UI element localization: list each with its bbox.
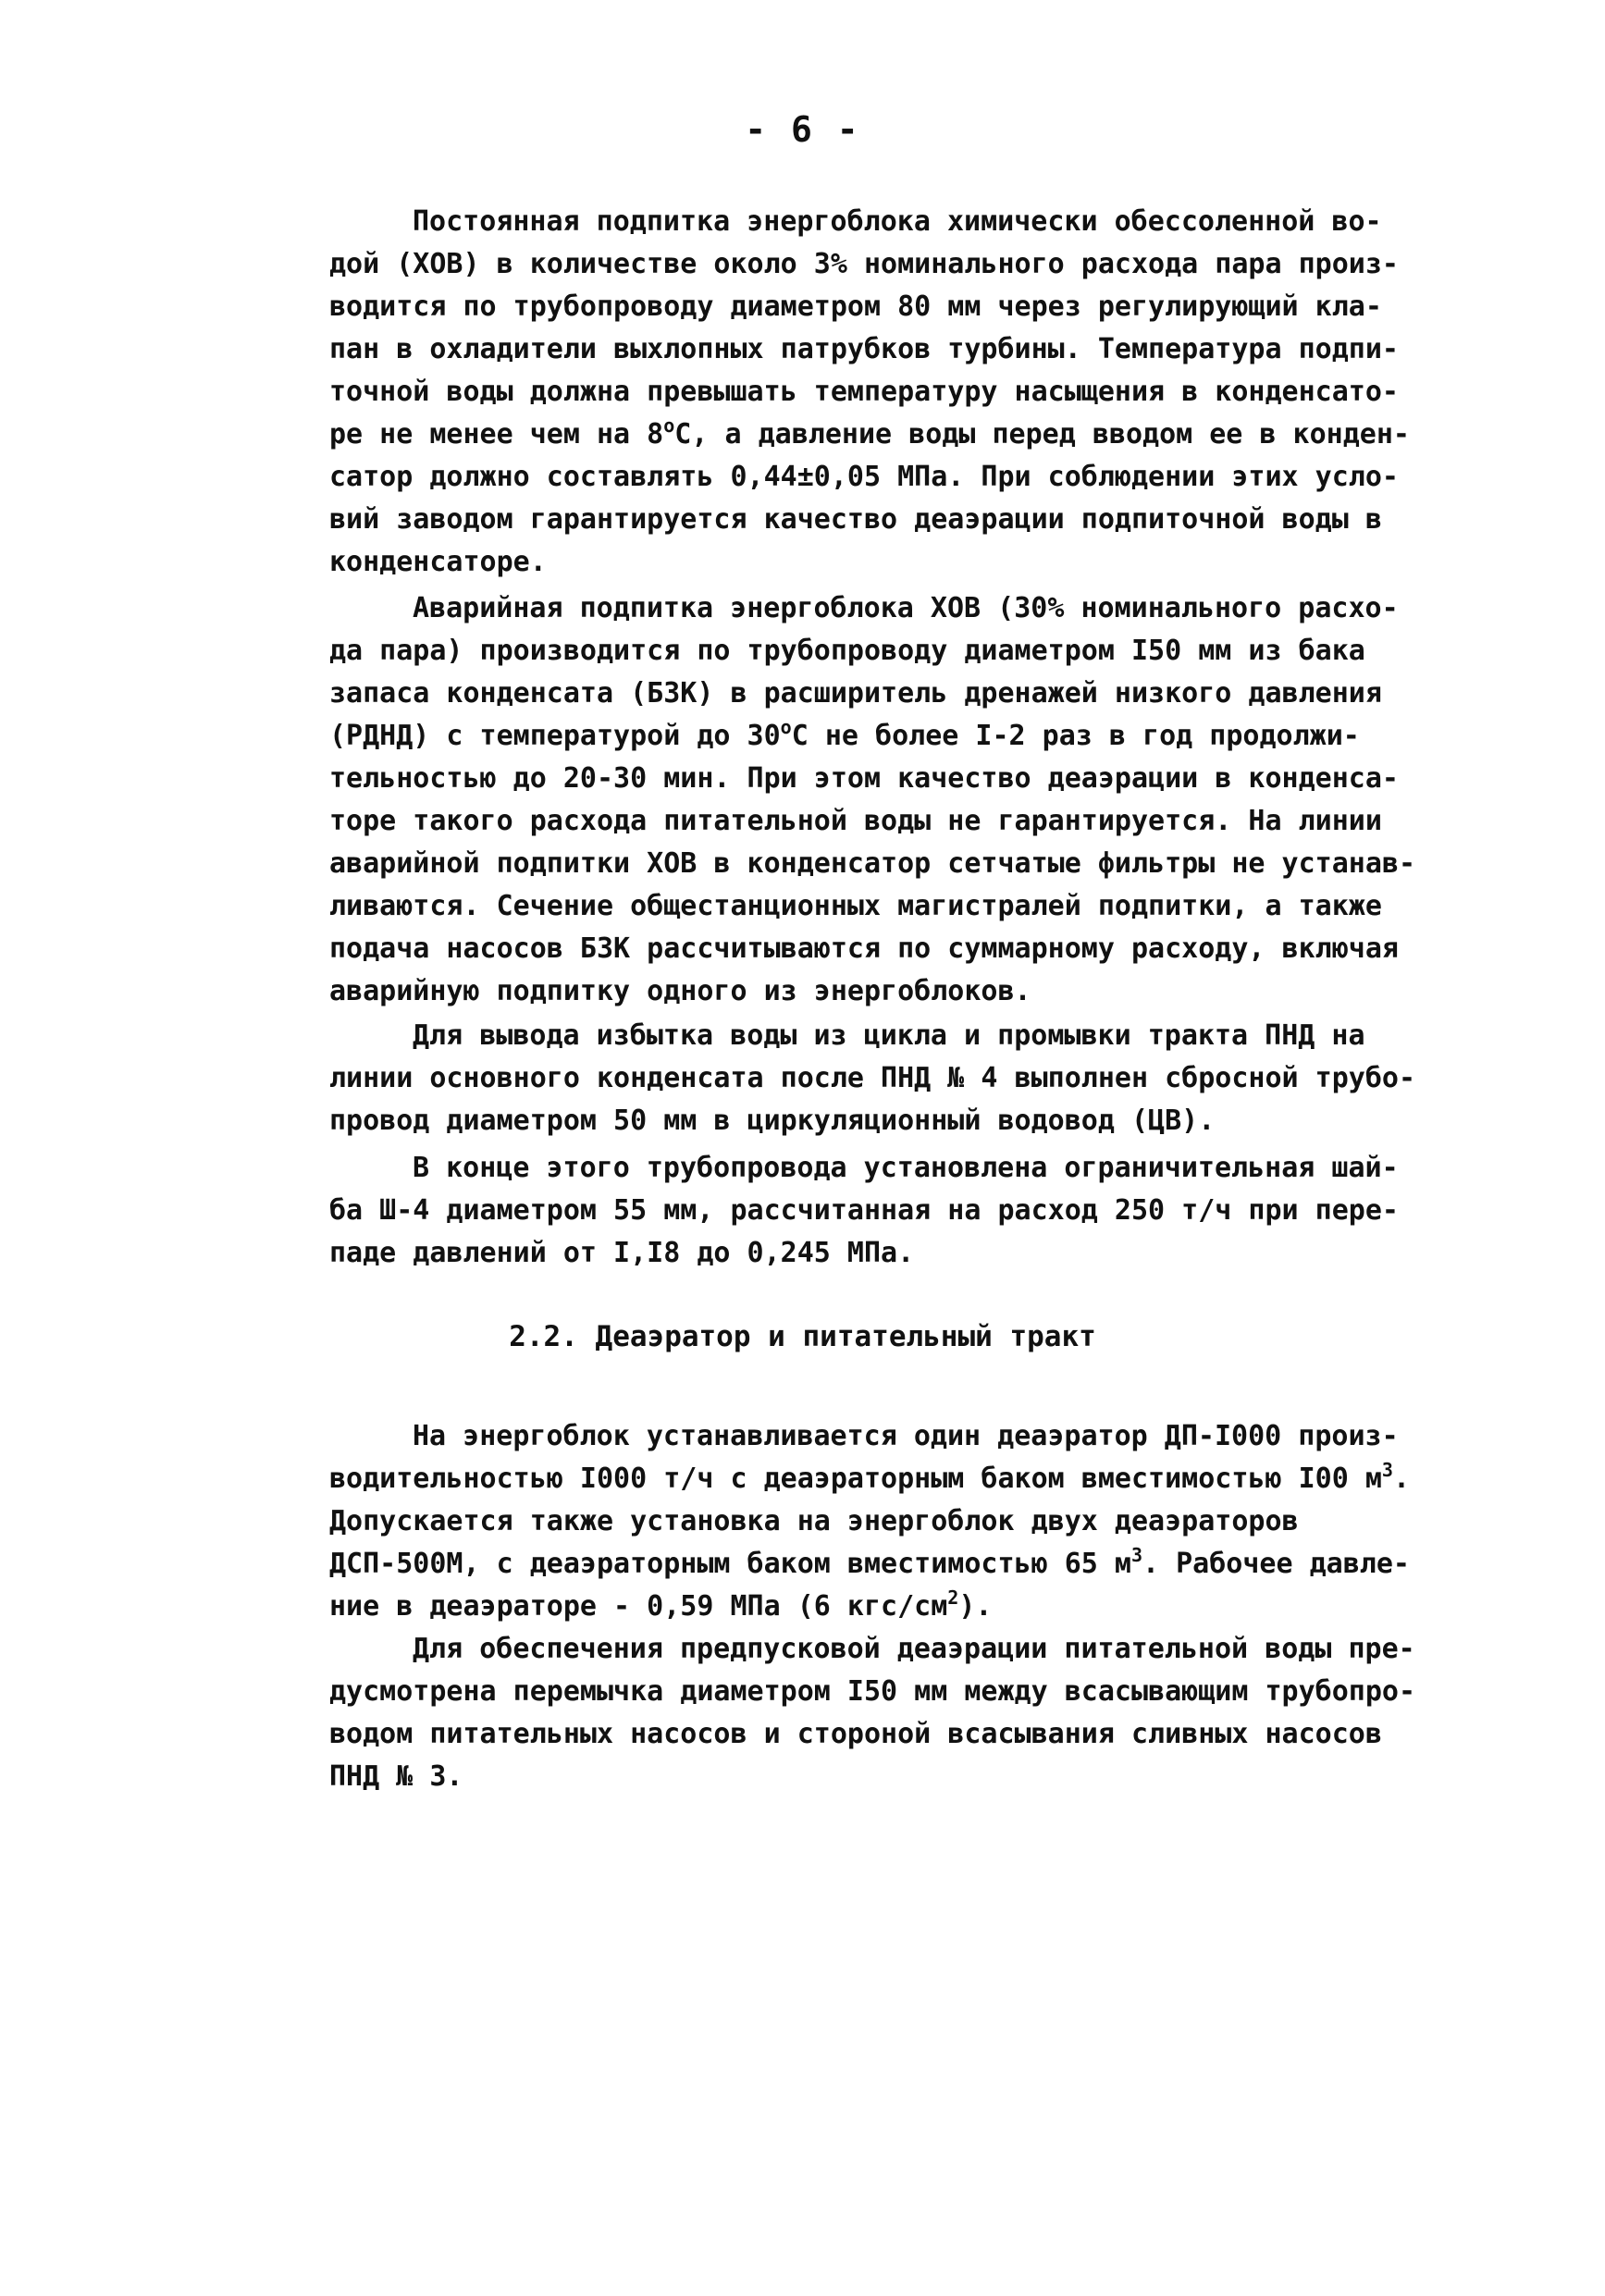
text-line: паде давлений от I,I8 до 0,245 МПа. <box>329 1237 915 1269</box>
page-number: - 6 - <box>745 109 860 150</box>
text-line: водом питательных насосов и стороной всасывания сливных насосов <box>329 1718 1382 1750</box>
text-line: аварийной подпитки ХОВ в конденсатор сетчатые фильтры не устанав- <box>329 847 1415 880</box>
text-line: да пара) производится по трубопроводу диаметром I50 мм из бака <box>329 635 1365 667</box>
text-line: аварийную подпитку одного из энергоблоков. <box>329 975 1031 1007</box>
superscript: о <box>663 414 675 437</box>
text-line: Аварийная подпитка энергоблока ХОВ (30% номинального расхо- <box>413 592 1399 624</box>
text-line: В конце этого трубопровода установлена ограничительная шай- <box>413 1152 1399 1184</box>
text-line: запаса конденсата (БЗК) в расширитель дренажей низкого давления <box>329 677 1382 710</box>
text-line: водится по трубопроводу диаметром 80 мм через регулирующий кла- <box>329 290 1382 323</box>
text-line: ба Ш-4 диаметром 55 мм, рассчитанная на расход 250 т/ч при пере- <box>329 1194 1399 1227</box>
text-line: подача насосов БЗК рассчитываются по суммарному расходу, включая <box>329 932 1399 965</box>
text-line: тельностью до 20-30 мин. При этом качество деаэрации в конденса- <box>329 762 1399 795</box>
superscript: 2 <box>947 1586 959 1609</box>
superscript: 3 <box>1381 1459 1393 1481</box>
text-line: вий заводом гарантируется качество деаэрации подпиточной воды в <box>329 503 1382 536</box>
text-line: линии основного конденсата после ПНД № 4 выполнен сбросной трубо- <box>329 1062 1415 1094</box>
text-line: ние в деаэраторе - 0,59 МПа (6 кгс/$см^2$). <box>329 1586 993 1623</box>
text-line: (РДНД) с температурой до $30^оС$ не более I-2 раз в год продолжи- <box>329 716 1360 752</box>
text-line: На энергоблок устанавливается один деаэратор ДП-I000 произ- <box>413 1420 1399 1452</box>
text-line: конденсаторе. <box>329 546 547 578</box>
text-line: ре не менее чем на $8^оС$, а давление воды перед вводом ее в конден- <box>329 414 1410 451</box>
superscript: 3 <box>1130 1544 1142 1566</box>
text-line: ливаются. Сечение общестанционных магистралей подпитки, а также <box>329 890 1382 922</box>
text-line: ДСП-500М, с деаэраторным баком вместимостью 65 $м^3$. Рабочее давле- <box>329 1544 1410 1580</box>
text-line: дусмотрена перемычка диаметром I50 мм между всасывающим трубопро- <box>329 1675 1415 1708</box>
text-line: провод диаметром 50 мм в циркуляционный водовод (ЦВ). <box>329 1105 1216 1137</box>
text-line: торе такого расхода питательной воды не гарантируется. На линии <box>329 805 1382 837</box>
text-line: пан в охладители выхлопных патрубков турбины. Температура подпи- <box>329 333 1399 365</box>
text-line: Постоянная подпитка энергоблока химически обессоленной во- <box>413 205 1382 238</box>
text-line: точной воды должна превышать температуру насыщения в конденсато- <box>329 376 1399 408</box>
text-line: дой (ХОВ) в количестве около 3% номинального расхода пара произ- <box>329 248 1399 280</box>
text-line: Допускается также установка на энергоблок двух деаэраторов <box>329 1505 1299 1537</box>
text-line: ПНД № 3. <box>329 1760 463 1793</box>
text-line: водительностью I000 т/ч с деаэраторным баком вместимостью I00 $м^3$. <box>329 1459 1410 1495</box>
text-line: Для вывода избытка воды из цикла и промывки тракта ПНД на <box>413 1019 1365 1052</box>
section-heading: 2.2. Деаэратор и питательный тракт <box>509 1320 1096 1353</box>
superscript: о <box>780 716 792 738</box>
text-line: сатор должно составлять 0,44±0,05 МПа. При соблюдении этих усло- <box>329 461 1399 493</box>
text-line: Для обеспечения предпусковой деаэрации питательной воды пре- <box>413 1633 1415 1665</box>
